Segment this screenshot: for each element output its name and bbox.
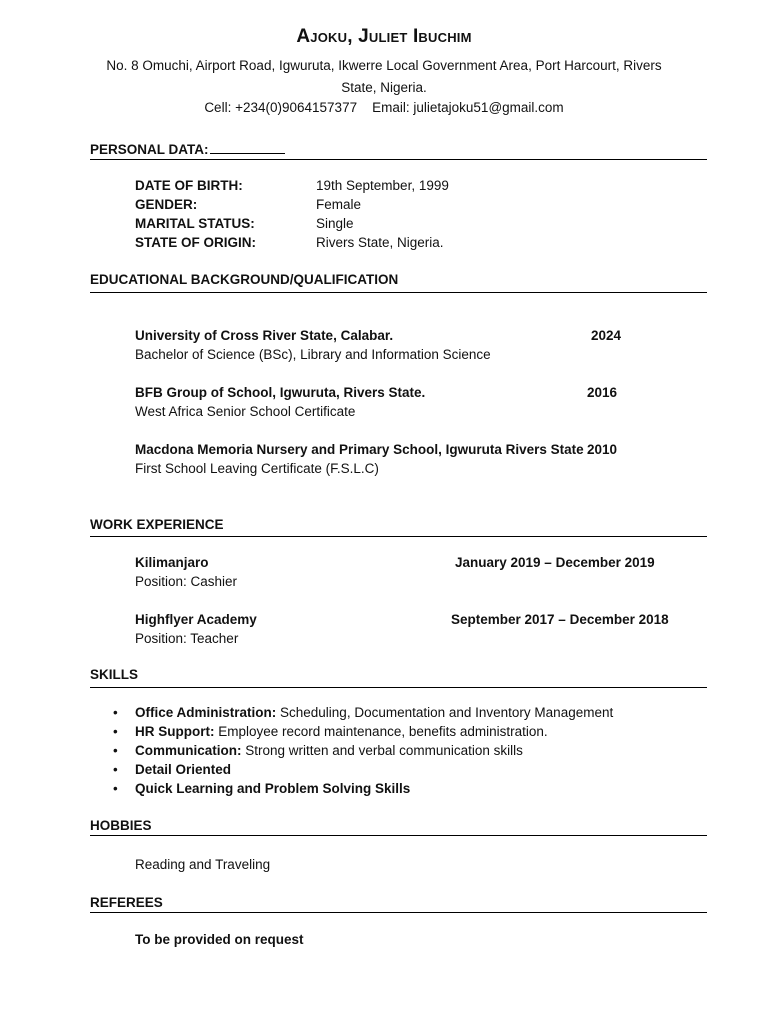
bullet-icon: • [113,705,118,720]
email-label: Email: [372,100,410,115]
skill-item: • Detail Oriented [113,762,232,777]
section-divider [90,687,707,688]
cell-label: Cell: [204,100,232,115]
email-address: julietajoku51@gmail.com [413,100,564,115]
state-of-origin-label: STATE OF ORIGIN: [135,235,256,250]
contact-line [0,100,768,115]
education-qualification: West Africa Senior School Certificate [135,404,356,419]
employer-name: Highflyer Academy [135,612,257,627]
skills-heading: SKILLS [90,667,139,682]
candidate-name: Ajoku, Juliet Ibuchim [296,26,472,47]
education-qualification: Bachelor of Science (BSc), Library and Information Science [135,347,491,362]
marital-status-value: Single [316,216,354,231]
gender-value: Female [316,197,362,212]
education-school: University of Cross River State, Calabar. [135,328,394,343]
section-divider [90,912,707,913]
dob-label: DATE OF BIRTH: [135,178,243,193]
bullet-icon: • [113,781,118,796]
employment-period: January 2019 – December 2019 [455,555,655,570]
bullet-icon: • [113,743,118,758]
cell-number: +234(0)9064157377 [235,100,358,115]
employment-period: September 2017 – December 2018 [451,612,669,627]
education-year: 2016 [587,385,618,400]
employment-position: Position: Teacher [135,631,239,646]
dob-value: 19th September, 1999 [316,178,449,193]
hobbies-text: Reading and Traveling [135,857,271,872]
employer-name: Kilimanjaro [135,555,209,570]
education-year: 2024 [591,328,622,343]
work-experience-heading: WORK EXPERIENCE [90,517,224,532]
referees-heading: REFEREES [90,895,163,910]
referees-text: To be provided on request [135,932,304,947]
underline-blank [210,153,285,154]
section-divider [90,835,707,836]
education-year: 2010 [587,442,618,457]
state-of-origin-value: Rivers State, Nigeria. [316,235,444,250]
section-divider [90,159,707,160]
marital-status-label: MARITAL STATUS: [135,216,255,231]
education-qualification: First School Leaving Certificate (F.S.L.C) [135,461,379,476]
hobbies-heading: HOBBIES [90,818,152,833]
skill-item: • Office Administration: Scheduling, Documentation and Inventory Management [113,705,614,720]
personal-data-heading: PERSONAL DATA: [90,142,285,157]
bullet-icon: • [113,724,118,739]
address: No. 8 Omuchi, Airport Road, Igwuruta, Ikwerre Local Government Area, Port Harcourt, Rivers State, Nigeria. [106,58,662,95]
education-heading: EDUCATIONAL BACKGROUND/QUALIFICATION [90,272,399,287]
section-divider [90,536,707,537]
education-school: Macdona Memoria Nursery and Primary School, Igwuruta Rivers State [135,442,584,457]
skill-item: • HR Support: Employee record maintenance, benefits administration. [113,724,548,739]
gender-label: GENDER: [135,197,198,212]
skills-list [108,703,613,798]
employment-position: Position: Cashier [135,574,238,589]
education-school: BFB Group of School, Igwuruta, Rivers State. [135,385,426,400]
skill-item: • Quick Learning and Problem Solving Skills [113,781,411,796]
skill-item: • Communication: Strong written and verbal communication skills [113,743,523,758]
bullet-icon: • [113,762,118,777]
section-divider [90,292,707,293]
